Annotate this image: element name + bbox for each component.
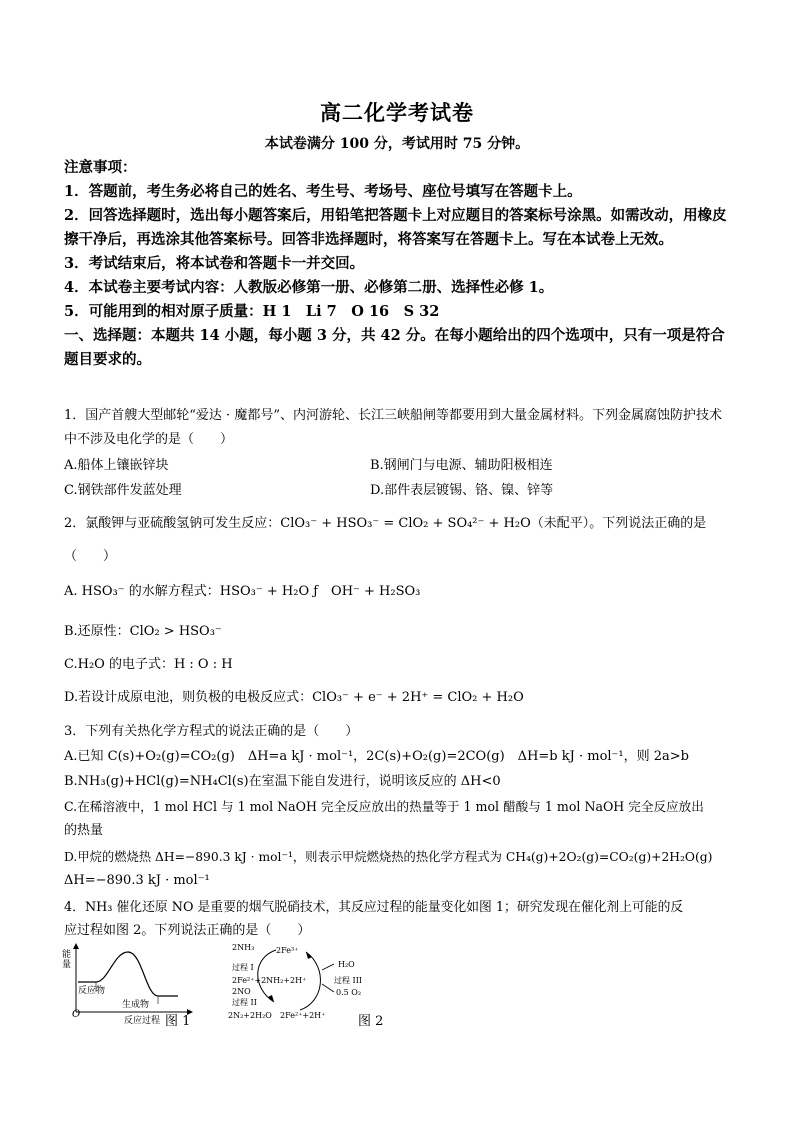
notice-heading: 注意事项： bbox=[64, 159, 137, 176]
fig1-product-label: 生成物 bbox=[122, 1000, 150, 1010]
q2-stem-equation: ClO₃⁻ + HSO₃⁻ = ClO₂ + SO₄²⁻ + H₂O bbox=[280, 516, 531, 531]
q2-option-a: A. HSO₃⁻ 的水解方程式：HSO₃⁻ + H₂O ƒ OH⁻ + H₂SO₃ bbox=[64, 584, 421, 599]
page-subtitle: 本试卷满分 100 分，考试用时 75 分钟。 bbox=[264, 136, 530, 152]
q3-option-c-line2: 的热量 bbox=[64, 823, 104, 838]
q2-option-c: C.H₂O 的电子式：H : O : H bbox=[64, 657, 233, 672]
fig2-node-o2: 0.5 O₂ bbox=[336, 988, 362, 997]
q3-option-a: A.已知 C(s)+O₂(g)=CO₂(g) ΔH=a kJ · mol⁻¹，2C(s)+O₂(g)=2CO(g) ΔH=b kJ · mol⁻¹，则 2a>b bbox=[64, 749, 689, 764]
q1-option-a: A.船体上镶嵌锌块 bbox=[64, 458, 169, 473]
notice-block bbox=[64, 156, 734, 372]
fig1-caption: 图 1 bbox=[165, 1014, 191, 1029]
fig1-reactant-label: 反应物 bbox=[78, 986, 106, 996]
notice-item-2: 2．回答选择题时，选出每小题答案后，用铅笔把答题卡上对应题目的答案标号涂黑。如需改动，用橡皮擦干净后，再选涂其他答案标号。回答非选择题时，将答案写在答题卡上。写在本试卷上无效。 bbox=[64, 207, 727, 248]
q3-option-c-line1: C.在稀溶液中，1 mol HCl 与 1 mol NaOH 完全反应放出的热量等于 1 mol 醋酸与 1 mol NaOH 完全反应放出 bbox=[64, 799, 704, 814]
question-1-stem: 1．国产首艘大型邮轮“爱达 · 魔都号”、内河游轮、长江三峡船闸等都要用到大量金属材料。下列金属腐蚀防护技术中不涉及电化学的是（ ） bbox=[64, 408, 722, 447]
water-branch bbox=[322, 964, 334, 970]
fig2-process-2: 过程 II bbox=[232, 998, 257, 1007]
q3-option-d-line1: D.甲烷的燃烧热 ΔH=−890.3 kJ · mol⁻¹，则表示甲烷燃烧热的热化学方程式为 CH₄(g)+2O₂(g)=CO₂(g)+2H₂O(g) bbox=[64, 850, 713, 864]
q2-option-b: B.还原性：ClO₂ > HSO₃⁻ bbox=[64, 624, 222, 639]
fig2-node-h2o: H₂O bbox=[338, 960, 355, 969]
fig2-node-fe2-nh2: 2Fe²⁺+2NH₂+2H⁺ bbox=[232, 976, 307, 985]
oxygen-branch bbox=[322, 984, 334, 992]
fig1-origin-label: O bbox=[72, 1009, 81, 1020]
q2-stem-bracket: （ ） bbox=[64, 549, 117, 564]
q1-option-c: C.钢铁部件发蓝处理 bbox=[64, 483, 182, 498]
cycle-arrow-right bbox=[306, 952, 312, 959]
fig2-node-fe2-h: 2Fe²⁺+2H⁺ bbox=[280, 1011, 326, 1020]
question-4-stem-line2: 应过程如图 2。下列说法正确的是（ ） bbox=[64, 923, 311, 938]
fig1-ylabel: 能量 bbox=[62, 950, 72, 970]
q3-option-b: B.NH₃(g)+HCl(g)=NH₄Cl(s)在室温下能自发进行，说明该反应的 ΔH<0 bbox=[64, 774, 501, 789]
notice-item-5: 5．可能用到的相对原子质量：H 1 Li 7 O 16 S 32 bbox=[64, 303, 440, 320]
q2-option-d: D.若设计成原电池，则负极的电极反应式：ClO₃⁻ + e⁻ + 2H⁺ = ClO₂ + H₂O bbox=[64, 690, 524, 705]
q3-option-d-line2: ΔH=−890.3 kJ · mol⁻¹ bbox=[64, 873, 210, 888]
fig2-caption: 图 2 bbox=[358, 1014, 384, 1029]
q1-option-d: D.部件表层镀锡、铬、镍、锌等 bbox=[370, 483, 554, 498]
question-4-stem-line1: 4．NH₃ 催化还原 NO 是重要的烟气脱硝技术，其反应过程的能量变化如图 1；研究发现在催化剂上可能的反 bbox=[64, 900, 684, 915]
notice-item-1: 1．答题前，考生务必将自己的姓名、考生号、考场号、座位号填写在答题卡上。 bbox=[64, 183, 582, 200]
fig1-xlabel: 反应过程 bbox=[124, 1016, 161, 1026]
fig2-process-3: 过程 III bbox=[334, 976, 363, 985]
notice-item-4: 4．本试卷主要考试内容：人教版必修第一册、必修第二册、选择性必修 1。 bbox=[64, 279, 554, 296]
fig2-node-n2-h2o: 2N₂+2H₂O bbox=[228, 1011, 272, 1020]
notice-item-3: 3．考试结束后，将本试卷和答题卡一并交回。 bbox=[64, 255, 365, 272]
q2-stem-pre: 2．氯酸钾与亚硫酸氢钠可发生反应： bbox=[64, 516, 281, 531]
fig2-node-fe3: 2Fe³⁺ bbox=[276, 946, 299, 955]
q2-stem-post: （未配平）。下列说法正确的是 bbox=[530, 516, 707, 531]
q1-option-b: B.钢闸门与电源、辅助阳极相连 bbox=[370, 458, 553, 473]
question-2-stem bbox=[64, 512, 734, 536]
fig2-node-no: 2NO bbox=[232, 987, 251, 996]
question-3-stem: 3．下列有关热化学方程式的说法正确的是（ ） bbox=[64, 724, 359, 739]
y-axis-arrow bbox=[73, 943, 79, 949]
page-title: 高二化学考试卷 bbox=[320, 100, 474, 125]
fig2-node-nh3: 2NH₃ bbox=[232, 943, 255, 952]
fig2-process-1: 过程 I bbox=[232, 963, 254, 972]
section-heading: 一、选择题：本题共 14 小题，每小题 3 分，共 42 分。在每小题给出的四个选项中，只有一项是符合题目要求的。 bbox=[64, 327, 725, 368]
